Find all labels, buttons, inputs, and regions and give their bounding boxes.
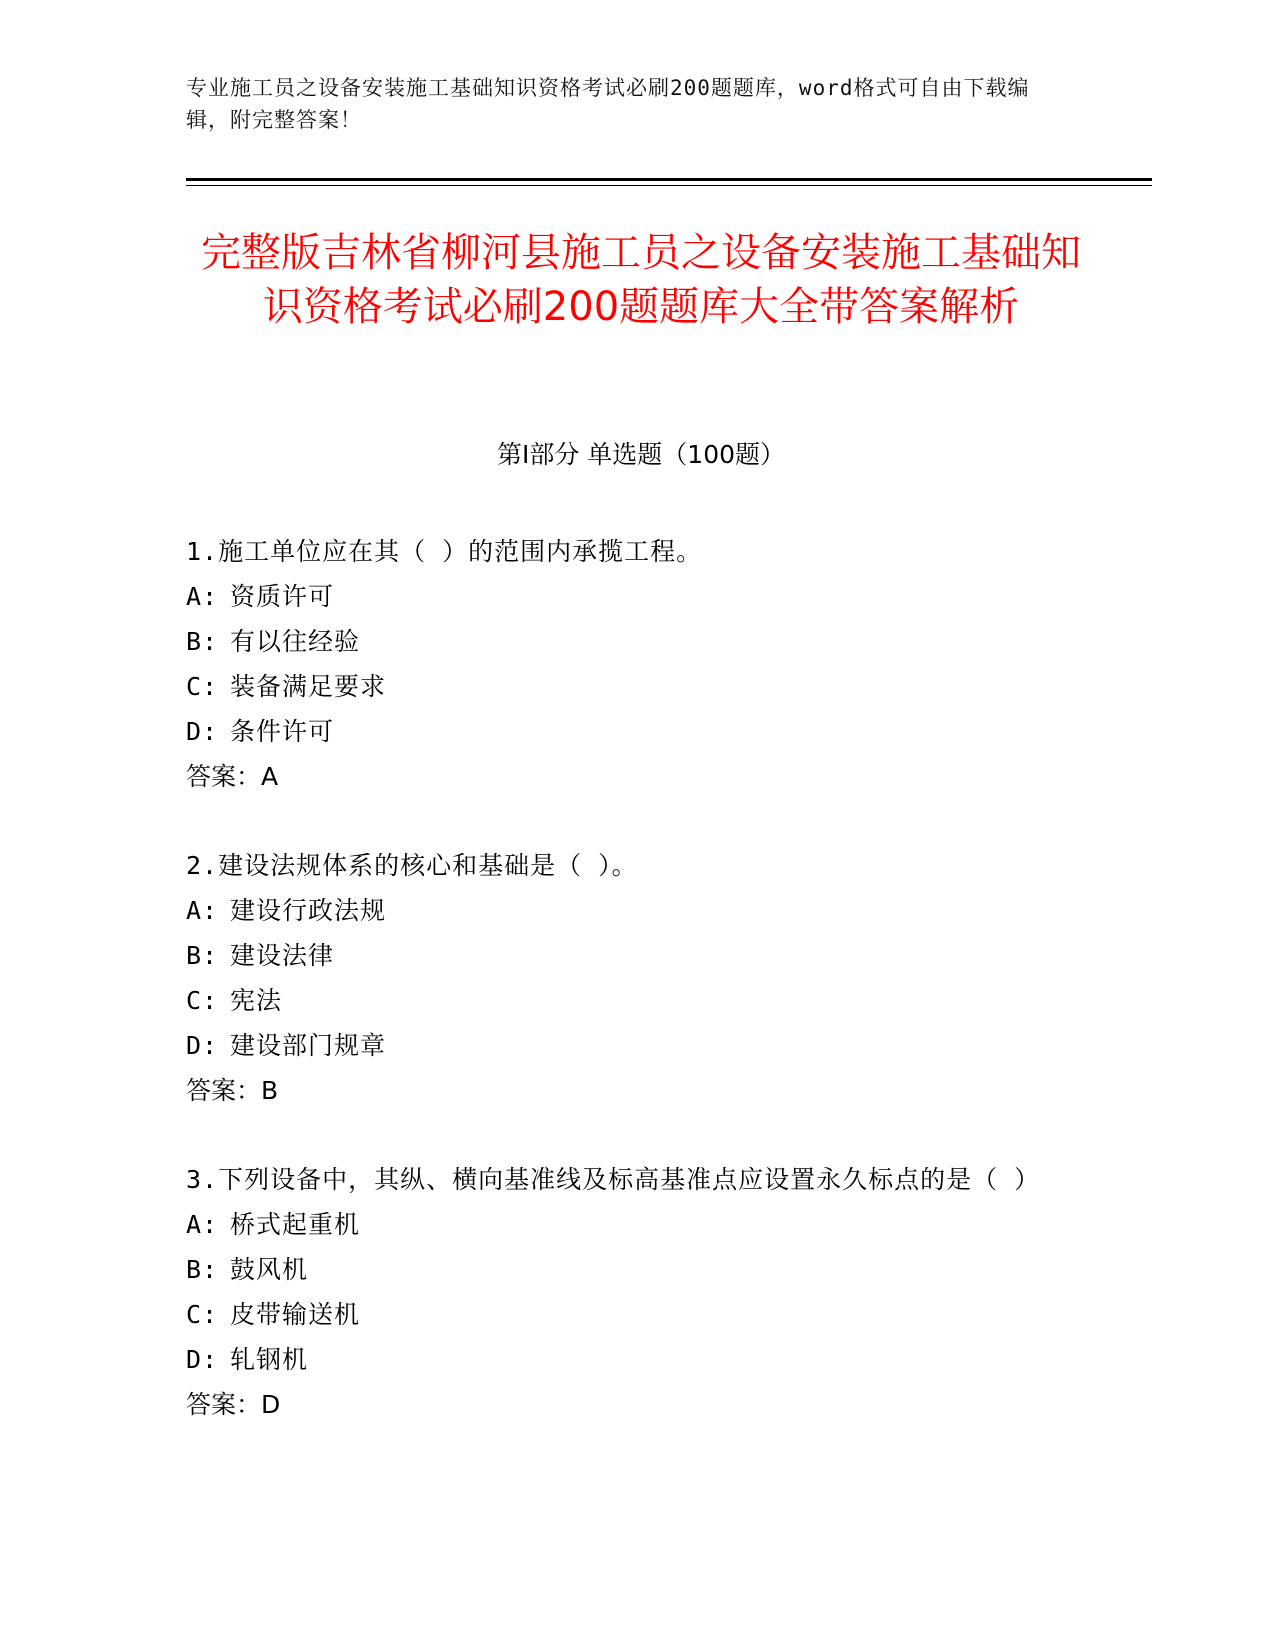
option-b: [186, 619, 1066, 664]
question-stem: 1.施工单位应在其（ ）的范围内承揽工程。: [186, 537, 703, 566]
header-divider-thin: [186, 185, 1152, 186]
header-note: 专业施工员之设备安装施工基础知识资格考试必刷200题题库，word格式可自由下载编辑，附完整答案！: [186, 76, 1030, 132]
option-text: 轧钢机: [230, 1345, 309, 1374]
option-text: 建设部门规章: [230, 1031, 387, 1060]
option-letter: B:: [186, 627, 219, 656]
answer-line: 答案：A: [186, 762, 279, 791]
option-letter: B:: [186, 1255, 219, 1284]
option-a: [186, 1202, 1066, 1247]
header-divider-thick: [186, 178, 1152, 181]
question-stem: 3.下列设备中，其纵、横向基准线及标高基准点应设置永久标点的是（ ）: [186, 1165, 1041, 1194]
option-d: [186, 709, 1066, 754]
option-b: [186, 1247, 1066, 1292]
option-a: [186, 888, 1066, 933]
option-letter: C:: [186, 986, 219, 1015]
option-text: 建设行政法规: [230, 896, 387, 925]
option-text: 建设法律: [230, 941, 335, 970]
option-text: 皮带输送机: [230, 1300, 361, 1329]
option-text: 资质许可: [230, 582, 335, 611]
option-text: 装备满足要求: [230, 672, 387, 701]
section-heading: 第Ⅰ部分 单选题（100题）: [496, 440, 786, 469]
option-d: [186, 1337, 1066, 1382]
option-text: 条件许可: [230, 717, 335, 746]
option-letter: B:: [186, 941, 219, 970]
option-letter: C:: [186, 672, 219, 701]
option-text: 鼓风机: [230, 1255, 309, 1284]
question-list: [186, 530, 1066, 1472]
option-letter: A:: [186, 896, 219, 925]
option-c: [186, 1292, 1066, 1337]
option-text: 桥式起重机: [230, 1210, 361, 1239]
question-item: [186, 844, 1066, 1114]
option-c: [186, 664, 1066, 709]
option-letter: D:: [186, 717, 219, 746]
answer-line: 答案：D: [186, 1390, 281, 1419]
answer-line: 答案：B: [186, 1076, 279, 1105]
option-letter: D:: [186, 1345, 219, 1374]
option-letter: A:: [186, 1210, 219, 1239]
option-text: 宪法: [230, 986, 283, 1015]
question-item: [186, 530, 1066, 800]
option-d: [186, 1023, 1066, 1068]
option-text: 有以往经验: [230, 627, 361, 656]
question-stem: 2.建设法规体系的核心和基础是（ ）。: [186, 851, 638, 880]
question-item: [186, 1158, 1066, 1428]
option-a: [186, 574, 1066, 619]
option-b: [186, 933, 1066, 978]
document-title: 完整版吉林省柳河县施工员之设备安装施工基础知识资格考试必刷200题题库大全带答案解析: [201, 230, 1081, 330]
option-c: [186, 978, 1066, 1023]
option-letter: D:: [186, 1031, 219, 1060]
option-letter: C:: [186, 1300, 219, 1329]
option-letter: A:: [186, 582, 219, 611]
